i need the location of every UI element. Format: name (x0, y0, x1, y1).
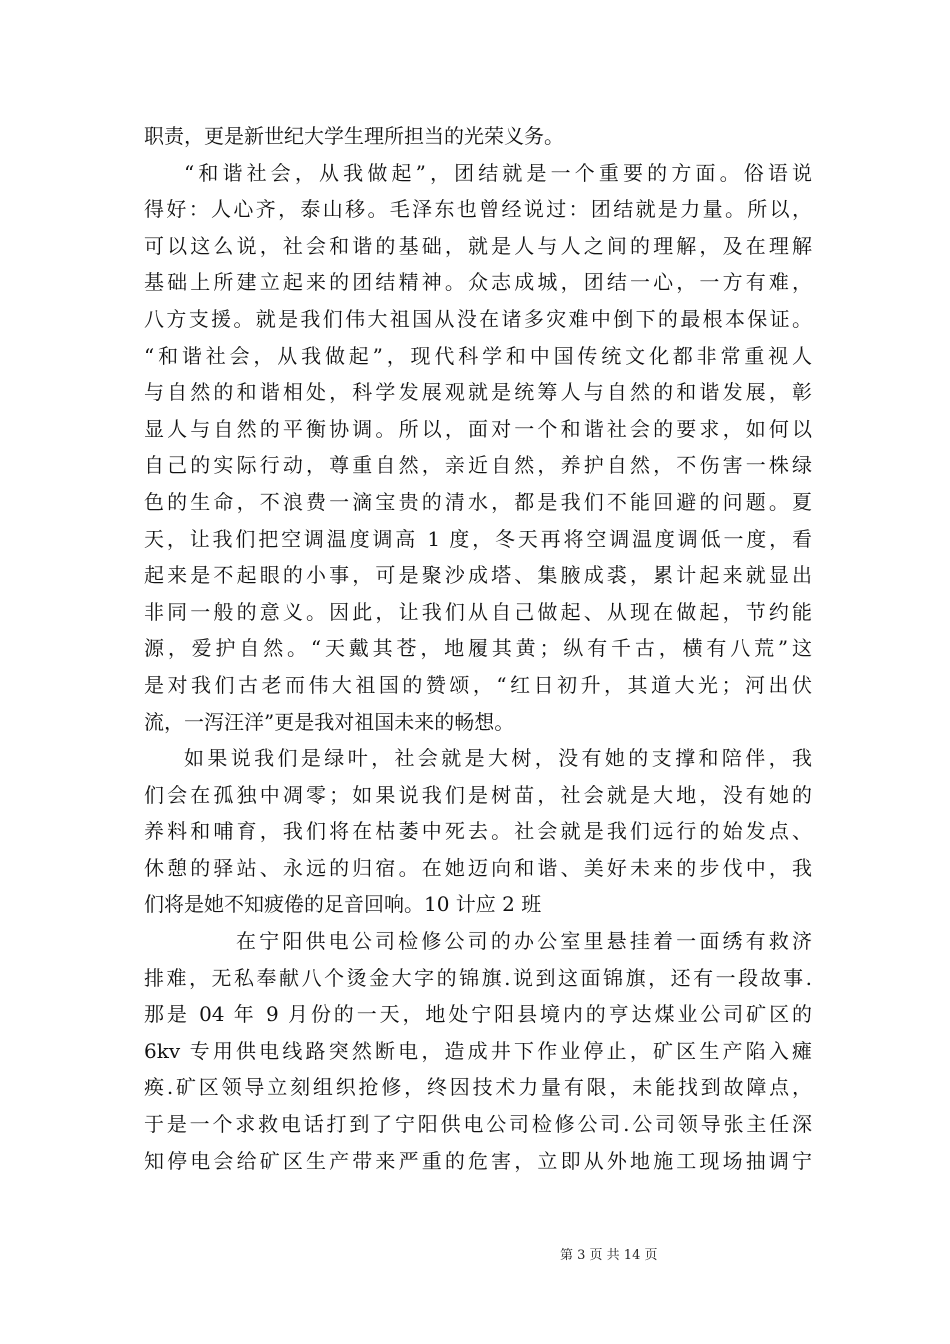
text-line: 起来是不起眼的小事，可是聚沙成塔、集腋成裘，累计起来就显出 (144, 563, 812, 588)
text-line: 们将是她不知疲倦的足音回响。10 计应 2 班 (144, 892, 542, 917)
text-line: “和谐社会，从我做起”，团结就是一个重要的方面。俗语说 (184, 160, 812, 185)
text-line: 痪.矿区领导立刻组织抢修，终因技术力量有限，未能找到故障点， (144, 1075, 812, 1100)
text-line: 得好：人心齐，泰山移。毛泽东也曾经说过：团结就是力量。所以， (144, 197, 812, 222)
text-line: 休憩的驿站、永远的归宿。在她迈向和谐、美好未来的步伐中，我 (144, 855, 812, 880)
text-line: 天，让我们把空调温度调高 1 度，冬天再将空调温度调低一度，看 (144, 526, 812, 551)
text-line: 可以这么说，社会和谐的基础，就是人与人之间的理解，及在理解 (144, 233, 812, 258)
text-line: 如果说我们是绿叶，社会就是大树，没有她的支撑和陪伴，我 (184, 746, 812, 771)
text-line: 是对我们古老而伟大祖国的赞颂，“红日初升，其道大光；河出伏 (144, 672, 812, 697)
text-line: 与自然的和谐相处，科学发展观就是统筹人与自然的和谐发展，彰 (144, 380, 812, 405)
text-line: 显人与自然的平衡协调。所以，面对一个和谐社会的要求，如何以 (144, 416, 812, 441)
text-line: 在宁阳供电公司检修公司的办公室里悬挂着一面绣有救济 (236, 929, 812, 954)
text-line: 们会在孤独中凋零；如果说我们是树苗，社会就是大地，没有她的 (144, 782, 812, 807)
page-number: 第 3 页 共 14 页 (560, 1248, 658, 1263)
text-line: 职责，更是新世纪大学生理所担当的光荣义务。 (144, 124, 564, 148)
text-line: “和谐社会，从我做起”，现代科学和中国传统文化都非常重视人 (144, 343, 812, 368)
text-line: 非同一般的意义。因此，让我们从自己做起、从现在做起，节约能 (144, 599, 812, 624)
text-line: 基础上所建立起来的团结精神。众志成城，团结一心，一方有难， (144, 270, 812, 295)
text-line: 八方支援。就是我们伟大祖国从没在诸多灾难中倒下的最根本保证。 (144, 306, 812, 331)
text-line: 源，爱护自然。“天戴其苍，地履其黄；纵有千古，横有八荒”这 (144, 636, 812, 661)
text-line: 那是 04 年 9 月份的一天，地处宁阳县境内的亨达煤业公司矿区的 (144, 1002, 812, 1027)
text-line: 知停电会给矿区生产带来严重的危害，立即从外地施工现场抽调宁 (144, 1148, 812, 1173)
document-body (144, 118, 812, 1179)
text-line: 色的生命，不浪费一滴宝贵的清水，都是我们不能回避的问题。夏 (144, 489, 812, 514)
text-line: 流，一泻汪洋”更是我对祖国未来的畅想。 (144, 709, 515, 734)
text-line: 养料和哺育，我们将在枯萎中死去。社会就是我们远行的始发点、 (144, 819, 812, 844)
text-line: 排难，无私奉献八个烫金大字的锦旗.说到这面锦旗，还有一段故事. (144, 965, 812, 990)
text-line: 于是一个求救电话打到了宁阳供电公司检修公司.公司领导张主任深 (144, 1112, 812, 1137)
text-line: 6kv 专用供电线路突然断电，造成井下作业停止，矿区生产陷入瘫 (144, 1038, 812, 1063)
text-line: 自己的实际行动，尊重自然，亲近自然，养护自然，不伤害一株绿 (144, 453, 812, 478)
